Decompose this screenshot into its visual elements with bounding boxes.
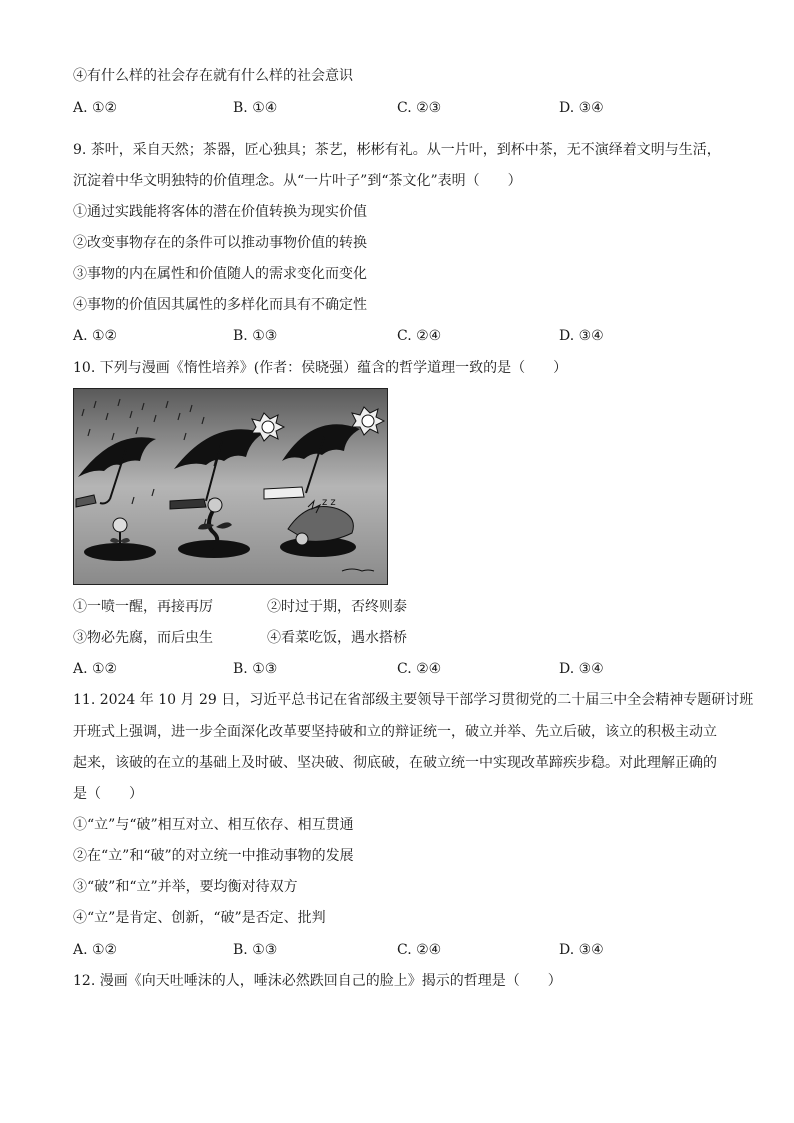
q11-stem-line3: 起来，该破的在立的基础上及时破、坚决破、彻底破，在破立统一中实现改革蹄疾步稳。对此理解正确的: [73, 755, 717, 771]
q11-options: [73, 940, 733, 960]
q10-item-1: ①一喷一醒，再接再厉: [73, 599, 213, 615]
q11-option-b: B. ①③: [233, 942, 278, 958]
q9-stem-line1: 9. 茶叶，采自天然；茶器，匠心独具；茶艺，彬彬有礼。从一片叶，到杯中茶，无不演绎着文明与生活，: [73, 142, 721, 158]
q11-stem-line2: 开班式上强调，进一步全面深化改革要坚持破和立的辩证统一，破立并举、先立后破，该立的积极主动立: [73, 724, 717, 740]
q10-option-d: D. ③④: [559, 661, 604, 677]
q10-option-b: B. ①③: [233, 661, 278, 677]
q8-option-d: D. ③④: [559, 100, 604, 116]
q11-option-d: D. ③④: [559, 942, 604, 958]
q11-item-4: ④“立”是肯定、创新，“破”是否定、批判: [73, 910, 326, 926]
q8-options: [73, 98, 733, 118]
q10-item-2: ②时过于期，否终则泰: [267, 599, 407, 615]
q11-item-1: ①“立”与“破”相互对立、相互依存、相互贯通: [73, 817, 354, 833]
q10-item-4: ④看菜吃饭，遇水搭桥: [267, 630, 407, 646]
q11-stem-line1: 11. 2024 年 10 月 29 日，习近平总书记在省部级主要领导干部学习贯彻党的二十届三中全会精神专题研讨班: [73, 692, 754, 708]
q10-items-row2: [73, 628, 473, 648]
q11-stem-line4: 是（ ）: [73, 786, 143, 802]
q10-option-c: C. ②④: [397, 661, 442, 677]
q12-stem: 12. 漫画《向天吐唾沫的人，唾沫必然跌回自己的脸上》揭示的哲理是（ ）: [73, 973, 562, 989]
cartoon-image: [73, 388, 388, 585]
q9-option-b: B. ①③: [233, 328, 278, 344]
q11-option-c: C. ②④: [397, 942, 442, 958]
q9-item-3: ③事物的内在属性和价值随人的需求变化而变化: [73, 266, 367, 282]
q10-stem: 10. 下列与漫画《惰性培养》(作者：侯晓强）蕴含的哲学道理一致的是（ ）: [73, 360, 568, 376]
q9-stem-line2: 沉淀着中华文明独特的价值理念。从“一片叶子”到“茶文化”表明（ ）: [73, 173, 522, 189]
q8-option-c: C. ②③: [397, 100, 442, 116]
q11-item-2: ②在“立”和“破”的对立统一中推动事物的发展: [73, 848, 354, 864]
q10-items-row1: [73, 597, 473, 617]
svg-text:z z: z z: [322, 497, 336, 508]
q10-option-a: A. ①②: [73, 661, 118, 677]
q10-item-3: ③物必先腐，而后虫生: [73, 630, 213, 646]
q9-item-2: ②改变事物存在的条件可以推动事物价值的转换: [73, 235, 367, 251]
q8-item-4: ④有什么样的社会存在就有什么样的社会意识: [73, 68, 353, 84]
q8-option-b: B. ①④: [233, 100, 278, 116]
q11-item-3: ③“破”和“立”并举，要均衡对待双方: [73, 879, 298, 895]
q9-item-4: ④事物的价值因其属性的多样化而具有不确定性: [73, 297, 367, 313]
q9-item-1: ①通过实践能将客体的潜在价值转换为现实价值: [73, 204, 367, 220]
q9-option-c: C. ②④: [397, 328, 442, 344]
q9-option-a: A. ①②: [73, 328, 118, 344]
q9-options: [73, 326, 733, 346]
q10-options: [73, 659, 733, 679]
q8-option-a: A. ①②: [73, 100, 118, 116]
q9-option-d: D. ③④: [559, 328, 604, 344]
q11-option-a: A. ①②: [73, 942, 118, 958]
cartoon-illustration: [74, 389, 387, 584]
